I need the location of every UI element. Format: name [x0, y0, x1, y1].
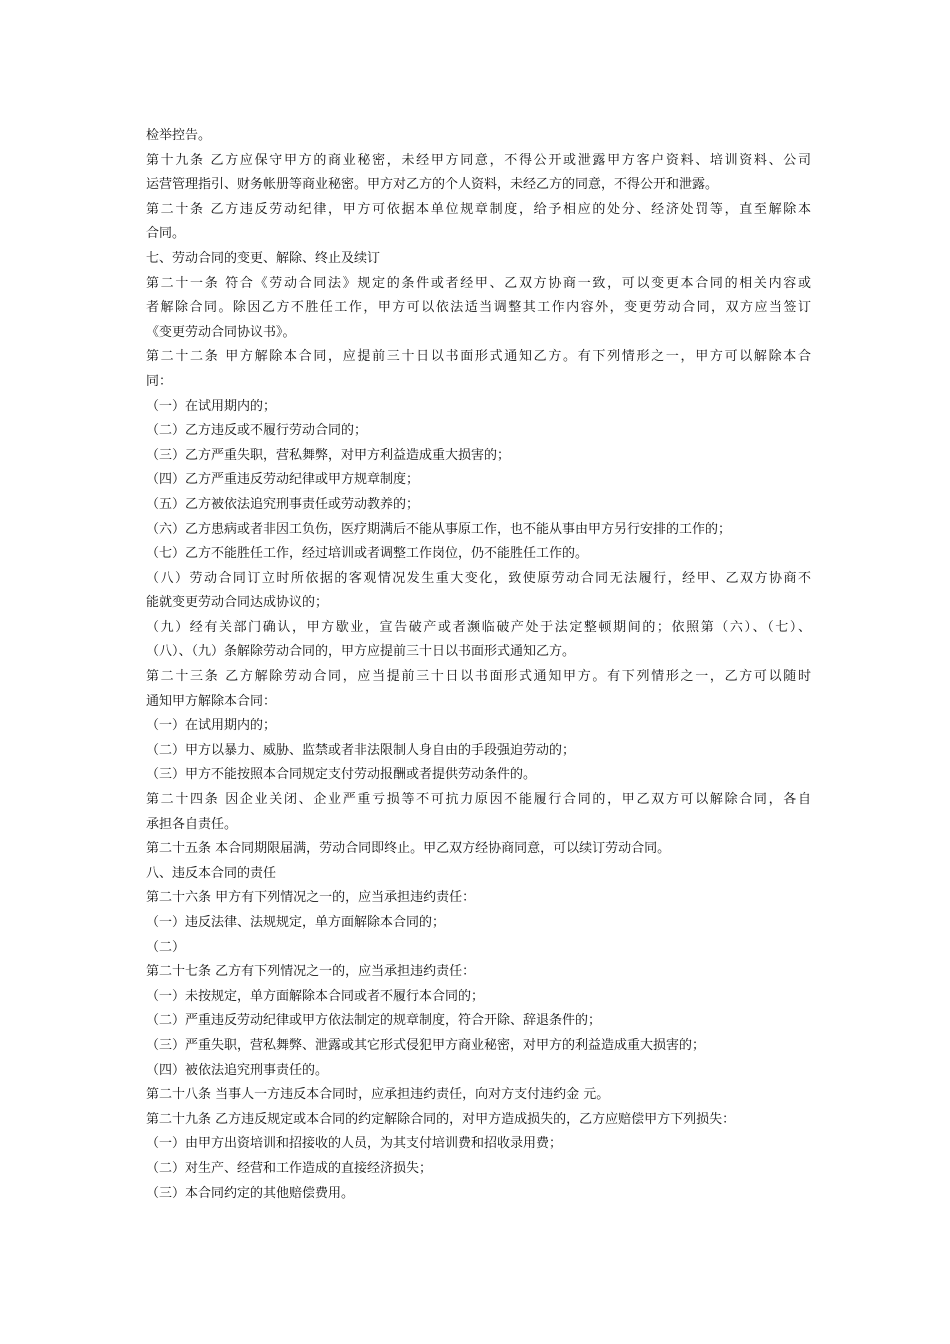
text-line: （一）未按规定，单方面解除本合同或者不履行本合同的； — [146, 988, 485, 1004]
text-line: 第二十五条 本合同期限届满，劳动合同即终止。甲乙双方经协商同意，可以续订劳动合同。 — [146, 841, 671, 857]
text-line: 第二十八条 当事人一方违反本合同时，应承担违约责任，向对方支付违约金 元。 — [146, 1087, 610, 1103]
text-line: （一）违反法律、法规规定，单方面解除本合同的； — [146, 915, 446, 930]
text-line: （二）甲方以暴力、威胁、监禁或者非法限制人身自由的手段强迫劳动的； — [146, 742, 576, 758]
text-line: 七、劳动合同的变更、解除、终止及续订 — [146, 250, 381, 266]
text-line: （四）乙方严重违反劳动纪律或甲方规章制度； — [146, 472, 420, 488]
text-line: 运营管理指引、财务帐册等商业秘密。甲方对乙方的个人资料，未经乙方的同意，不得公开和泄露。 — [146, 177, 719, 193]
document-page — [146, 124, 811, 1206]
text-line: （一）由甲方出资培训和招接收的人员，为其支付培训费和招收录用费； — [146, 1136, 563, 1152]
text-line: 能就变更劳动合同达成协议的； — [146, 595, 329, 611]
text-line: （一）在试用期内的； — [146, 718, 277, 734]
text-line: （二）对生产、经营和工作造成的直接经济损失； — [146, 1160, 433, 1176]
text-line: 第二十三条 乙方解除劳动合同，应当提前三十日以书面形式通知甲方。有下列情形之一，乙方可以随时 — [146, 669, 811, 685]
text-line: 第二十九条 乙方违反规定或本合同的约定解除合同的，对甲方造成损失的，乙方应赔偿甲方下列损失： — [146, 1111, 736, 1127]
text-line: 八、违反本合同的责任 — [146, 865, 277, 881]
text-line: （二）乙方违反或不履行劳动合同的； — [146, 423, 368, 439]
text-line: 第二十七条 乙方有下列情况之一的，应当承担违约责任： — [146, 964, 476, 980]
text-line: 承担各自责任。 — [146, 816, 238, 832]
text-line: 《变更劳动合同协议书》。 — [146, 324, 296, 340]
text-line: 第二十条 乙方违反劳动纪律，甲方可依据本单位规章制度，给予相应的处分、经济处罚等，直至解除本 — [146, 201, 811, 217]
text-line: （二） — [146, 939, 186, 955]
text-line: （三）乙方严重失职，营私舞弊，对甲方利益造成重大损害的； — [146, 447, 511, 463]
text-line: 第二十六条 甲方有下列情况之一的，应当承担违约责任： — [146, 890, 476, 906]
text-line: （二）严重违反劳动纪律或甲方依法制定的规章制度，符合开除、辞退条件的； — [146, 1013, 602, 1029]
text-line: （四）被依法追究刑事责任的。 — [146, 1062, 329, 1078]
text-line: 通知甲方解除本合同： — [146, 693, 277, 709]
text-line: （五）乙方被依法追究刑事责任或劳动教养的； — [146, 496, 420, 512]
text-line: （三）严重失职，营私舞弊、泄露或其它形式侵犯甲方商业秘密，对甲方的利益造成重大损害的； — [146, 1037, 706, 1053]
text-line: （三）本合同约定的其他赔偿费用。 — [146, 1185, 355, 1201]
text-line: 第二十二条 甲方解除本合同，应提前三十日以书面形式通知乙方。有下列情形之一，甲方可以解除本合 — [146, 349, 811, 365]
text-line: 检举控告。 — [146, 128, 212, 143]
text-line: 第十九条 乙方应保守甲方的商业秘密，未经甲方同意，不得公开或泄露甲方客户资料、培训资料、公司 — [146, 152, 811, 168]
text-line: 同： — [146, 373, 173, 389]
text-line: （八）劳动合同订立时所依据的客观情况发生重大变化，致使原劳动合同无法履行，经甲、乙双方协商不 — [146, 570, 811, 586]
text-line: （八）、（九）条解除劳动合同的，甲方应提前三十日以书面形式通知乙方。 — [146, 644, 576, 660]
text-line: （七）乙方不能胜任工作，经过培训或者调整工作岗位，仍不能胜任工作的。 — [146, 546, 589, 562]
text-line: 者解除合同。除因乙方不胜任工作，甲方可以依法适当调整其工作内容外，变更劳动合同，双方应当签订 — [146, 300, 811, 316]
text-line: （三）甲方不能按照本合同规定支付劳动报酬或者提供劳动条件的。 — [146, 767, 537, 783]
text-line: （九）经有关部门确认，甲方歇业，宣告破产或者濒临破产处于法定整顿期间的；依照第（六）、（七）、 — [146, 619, 811, 635]
text-line: 第二十一条 符合《劳动合同法》规定的条件或者经甲、乙双方协商一致，可以变更本合同的相关内容或 — [146, 275, 811, 291]
text-line: 第二十四条 因企业关闭、企业严重亏损等不可抗力原因不能履行合同的，甲乙双方可以解除合同，各自 — [146, 792, 811, 808]
text-line: 合同。 — [146, 226, 186, 242]
text-line: （六）乙方患病或者非因工负伤，医疗期满后不能从事原工作，也不能从事由甲方另行安排的工作的； — [146, 521, 732, 537]
text-line: （一）在试用期内的； — [146, 398, 277, 414]
